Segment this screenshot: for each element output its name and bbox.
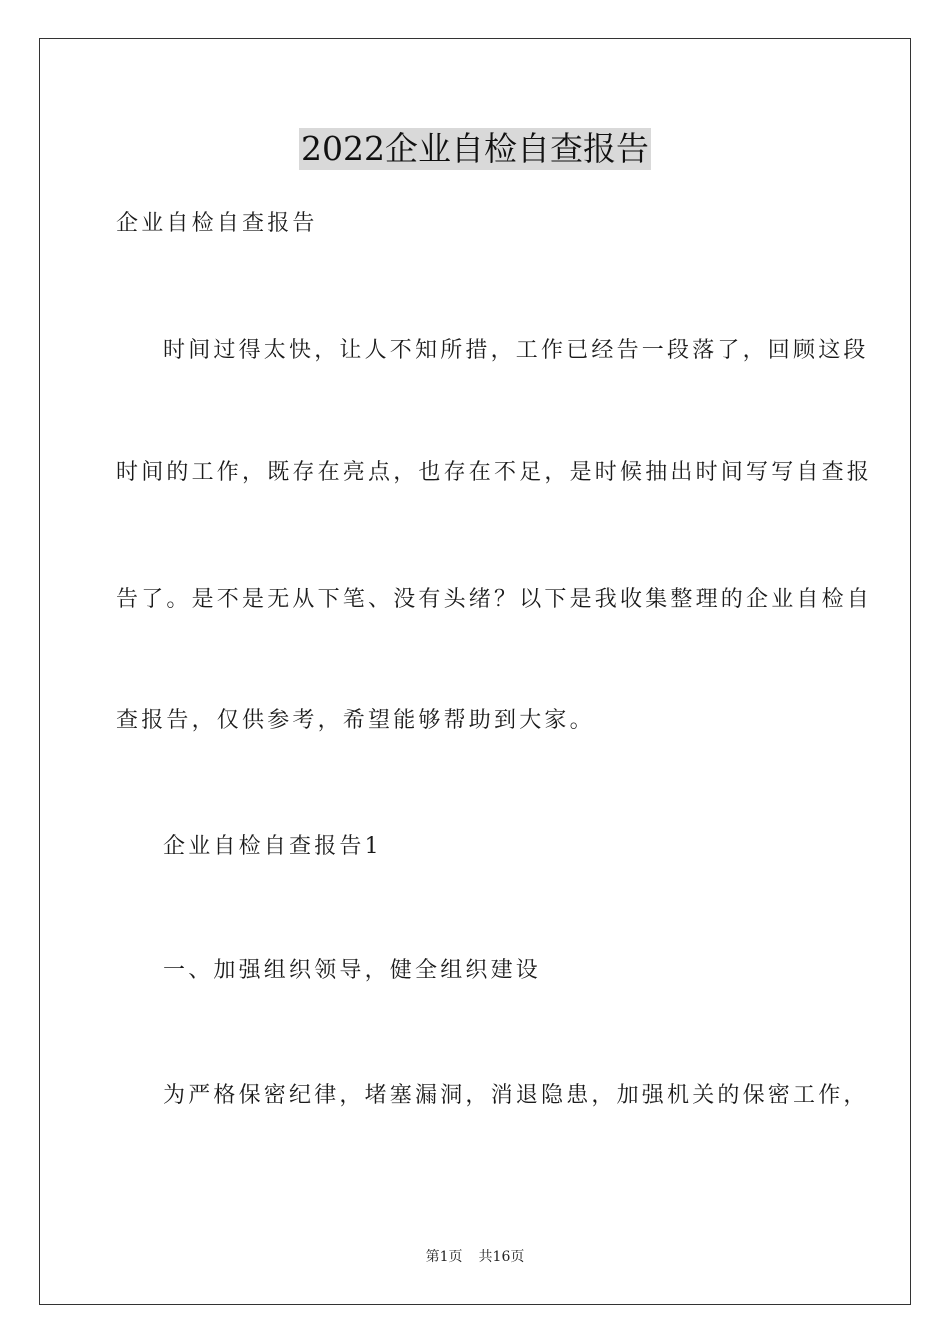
page-total: 共16页 (478, 1249, 525, 1265)
paragraph-line-2: 时间的工作，既存在亮点，也存在不足，是时候抽出时间写写自查报 (116, 460, 873, 485)
section-heading: 企业自检自查报告1 (163, 834, 382, 859)
paragraph-line-1: 时间过得太快，让人不知所措，工作已经告一段落了，回顾这段 (163, 338, 869, 363)
document-title-wrapper (0, 128, 950, 170)
paragraph-line-3: 告了。是不是无从下笔、没有头绪？以下是我收集整理的企业自检自 (116, 587, 873, 612)
page-number: 第1页 (425, 1249, 463, 1265)
document-title: 2022企业自检自查报告 (301, 129, 649, 168)
body-line: 为严格保密纪律，堵塞漏洞，消退隐患，加强机关的保密工作， (163, 1083, 869, 1108)
paragraph-line-4: 查报告，仅供参考，希望能够帮助到大家。 (116, 708, 595, 733)
page-footer (0, 1248, 950, 1266)
subheading: 一、加强组织领导，健全组织建设 (163, 958, 542, 983)
subtitle: 企业自检自查报告 (116, 211, 318, 236)
